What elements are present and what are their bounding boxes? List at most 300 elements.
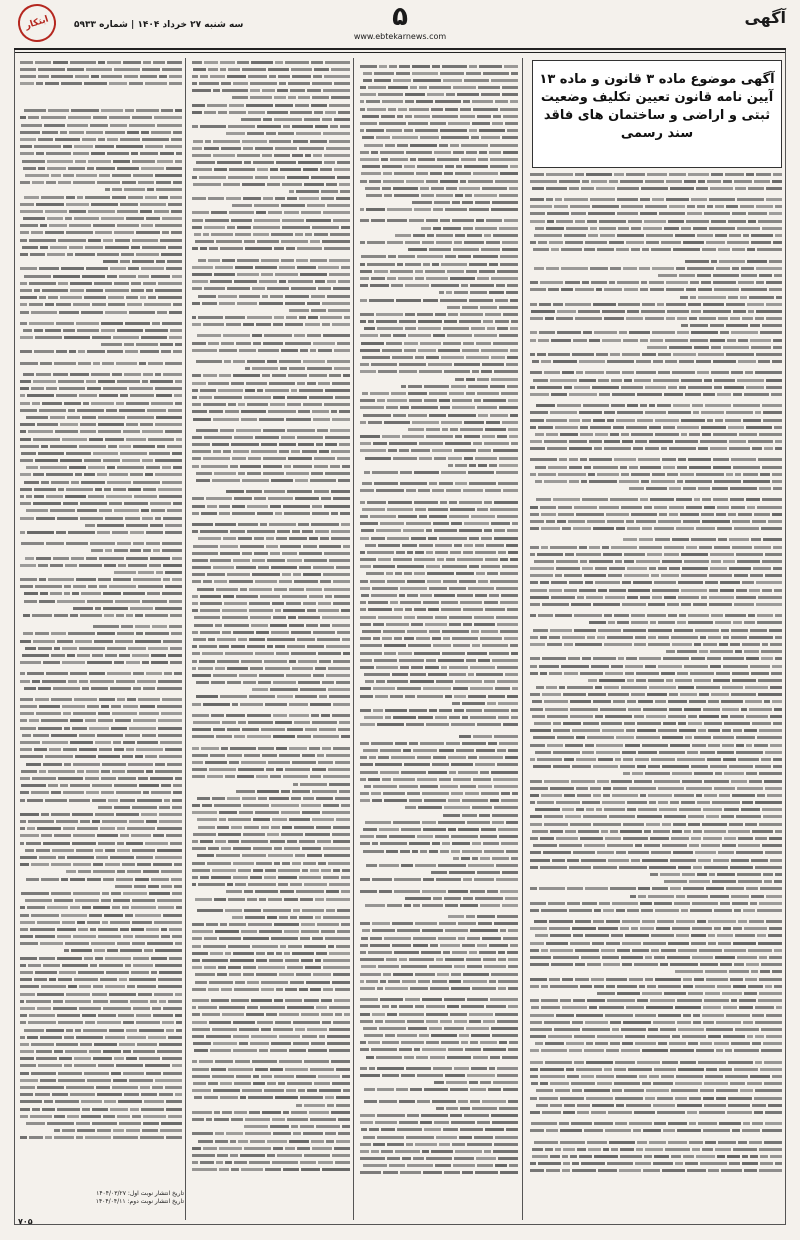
word-mark	[497, 915, 518, 918]
text-line	[190, 159, 350, 166]
text-line	[190, 852, 350, 859]
word-mark	[648, 643, 670, 646]
word-mark	[374, 79, 391, 82]
word-mark	[105, 131, 125, 134]
word-mark	[497, 515, 518, 518]
word-mark	[554, 205, 568, 208]
word-mark	[132, 239, 157, 242]
word-mark	[494, 370, 518, 373]
word-mark	[468, 673, 475, 676]
word-mark	[621, 473, 629, 476]
word-mark	[296, 1075, 316, 1078]
word-mark	[731, 859, 749, 862]
word-mark	[462, 850, 482, 853]
word-mark	[165, 145, 182, 148]
word-mark	[538, 426, 552, 429]
text-line	[528, 820, 782, 827]
word-mark	[723, 560, 735, 563]
word-mark	[219, 505, 230, 508]
word-mark	[635, 844, 643, 847]
word-mark	[542, 1111, 560, 1114]
word-mark	[432, 842, 440, 845]
word-mark	[688, 614, 710, 617]
word-mark	[361, 172, 381, 175]
word-mark	[20, 282, 27, 285]
text-line	[190, 556, 350, 563]
word-mark	[262, 374, 271, 377]
word-mark	[275, 609, 281, 612]
word-mark	[293, 140, 307, 143]
word-mark	[262, 295, 268, 298]
word-mark	[765, 751, 782, 754]
word-mark	[440, 944, 460, 947]
word-mark	[474, 1136, 493, 1139]
word-mark	[699, 317, 716, 320]
word-mark	[511, 320, 518, 323]
word-mark	[440, 850, 448, 853]
word-mark	[728, 513, 736, 516]
word-mark	[71, 109, 98, 112]
word-mark	[533, 248, 550, 251]
text-line	[358, 1046, 518, 1053]
text-line	[528, 307, 782, 314]
word-mark	[620, 1148, 634, 1151]
word-mark	[530, 823, 542, 826]
word-mark	[743, 909, 755, 912]
word-mark	[633, 581, 652, 584]
word-mark	[490, 385, 505, 388]
word-mark	[360, 122, 377, 125]
text-line	[528, 691, 782, 698]
word-mark	[642, 527, 652, 530]
word-mark	[450, 144, 459, 147]
word-mark	[678, 722, 687, 725]
word-mark	[367, 108, 385, 111]
text-line	[190, 509, 350, 516]
text-line	[358, 339, 518, 346]
word-mark	[360, 890, 377, 893]
word-mark	[592, 386, 619, 389]
word-mark	[649, 426, 661, 429]
word-mark	[530, 553, 535, 556]
word-mark	[562, 636, 585, 639]
word-mark	[229, 104, 244, 107]
word-mark	[704, 506, 716, 509]
word-mark	[715, 234, 726, 237]
word-mark	[426, 435, 453, 438]
word-mark	[556, 801, 580, 804]
word-mark	[541, 360, 551, 363]
word-mark	[192, 876, 198, 879]
word-mark	[773, 765, 782, 768]
word-mark	[534, 920, 547, 923]
word-mark	[472, 100, 493, 103]
word-mark	[488, 695, 505, 698]
word-mark	[565, 281, 580, 284]
text-line	[358, 699, 518, 706]
word-mark	[461, 1005, 484, 1008]
word-mark	[669, 567, 680, 570]
word-mark	[467, 937, 480, 940]
word-mark	[736, 751, 763, 754]
website-link[interactable]: www.ebtekarnews.com	[353, 32, 447, 41]
word-mark	[376, 680, 385, 683]
word-mark	[313, 75, 322, 78]
word-mark	[631, 433, 653, 436]
word-mark	[154, 116, 182, 119]
word-mark	[709, 603, 732, 606]
word-mark	[449, 515, 468, 518]
word-mark	[462, 716, 468, 719]
text-line	[358, 861, 518, 868]
word-mark	[285, 988, 297, 991]
word-mark	[432, 115, 458, 118]
word-mark	[462, 814, 477, 817]
word-mark	[580, 560, 587, 563]
word-mark	[69, 246, 83, 249]
word-mark	[707, 657, 721, 660]
word-mark	[45, 231, 63, 234]
word-mark	[530, 198, 544, 201]
word-mark	[329, 259, 350, 262]
word-mark	[634, 715, 644, 718]
word-mark	[450, 1013, 466, 1016]
word-mark	[302, 869, 308, 872]
word-mark	[313, 735, 340, 738]
word-mark	[775, 830, 782, 833]
text-line	[190, 787, 350, 794]
word-mark	[511, 652, 518, 655]
word-mark	[84, 82, 106, 85]
word-mark	[192, 1147, 201, 1150]
word-mark	[732, 679, 756, 682]
word-mark	[407, 580, 425, 583]
word-mark	[402, 435, 424, 438]
word-mark	[634, 379, 651, 382]
word-mark	[440, 129, 467, 132]
text-line	[358, 570, 518, 577]
word-mark	[547, 212, 568, 215]
word-mark	[480, 857, 489, 860]
word-mark	[451, 1121, 476, 1124]
word-mark	[623, 758, 633, 761]
word-mark	[316, 797, 333, 800]
word-mark	[679, 274, 695, 277]
word-mark	[324, 154, 350, 157]
word-mark	[341, 523, 350, 526]
text-line	[190, 1087, 350, 1094]
word-mark	[158, 282, 182, 285]
word-mark	[747, 303, 764, 306]
word-mark	[642, 992, 662, 995]
word-mark	[724, 949, 746, 952]
word-mark	[121, 253, 134, 256]
word-mark	[441, 263, 466, 266]
word-mark	[560, 1129, 582, 1132]
word-mark	[404, 349, 416, 352]
word-mark	[192, 523, 213, 526]
word-mark	[295, 1028, 306, 1031]
word-mark	[730, 317, 740, 320]
word-mark	[546, 173, 573, 176]
word-mark	[464, 1114, 488, 1117]
word-mark	[365, 904, 385, 907]
word-mark	[766, 895, 782, 898]
word-mark	[30, 253, 44, 256]
word-mark	[387, 1013, 397, 1016]
text-line	[190, 726, 350, 733]
word-mark	[759, 902, 782, 905]
word-mark	[489, 944, 508, 947]
word-mark	[250, 82, 278, 85]
word-mark	[751, 970, 758, 973]
word-mark	[541, 546, 548, 549]
word-mark	[437, 158, 459, 161]
word-mark	[291, 1111, 308, 1114]
word-mark	[70, 61, 96, 64]
word-mark	[589, 339, 600, 342]
word-mark	[146, 289, 153, 292]
word-mark	[399, 320, 415, 323]
word-mark	[291, 631, 311, 634]
word-mark	[249, 1161, 270, 1164]
word-mark	[459, 187, 480, 190]
word-mark	[211, 233, 232, 236]
word-mark	[653, 1082, 673, 1085]
word-mark	[136, 109, 159, 112]
word-mark	[530, 942, 544, 945]
word-mark	[291, 652, 316, 655]
word-mark	[703, 1129, 730, 1132]
word-mark	[430, 987, 449, 990]
word-mark	[506, 821, 518, 824]
word-mark	[644, 220, 666, 223]
word-mark	[378, 965, 400, 968]
word-mark	[574, 1061, 584, 1064]
word-mark	[371, 792, 381, 795]
text-line	[358, 707, 518, 714]
word-mark	[267, 833, 279, 836]
word-mark	[279, 443, 296, 446]
word-mark	[439, 1143, 449, 1146]
word-mark	[245, 1118, 270, 1121]
word-mark	[588, 679, 597, 682]
word-mark	[461, 857, 470, 860]
word-mark	[315, 959, 322, 962]
word-mark	[637, 1061, 660, 1064]
word-mark	[530, 927, 547, 930]
word-mark	[749, 636, 773, 639]
word-mark	[570, 700, 591, 703]
word-mark	[689, 433, 700, 436]
word-mark	[678, 1028, 704, 1031]
word-mark	[647, 173, 668, 176]
word-mark	[562, 978, 574, 981]
text-line	[190, 1032, 350, 1039]
word-mark	[741, 274, 757, 277]
word-mark	[215, 624, 222, 627]
word-mark	[312, 82, 332, 85]
word-mark	[469, 464, 476, 467]
word-mark	[329, 140, 350, 143]
word-mark	[609, 241, 624, 244]
word-mark	[360, 349, 380, 352]
word-mark	[773, 546, 782, 549]
word-mark	[464, 457, 474, 460]
word-mark	[596, 1075, 614, 1078]
word-mark	[651, 934, 675, 937]
word-mark	[122, 181, 136, 184]
word-mark	[298, 161, 323, 164]
word-mark	[727, 1155, 740, 1158]
word-mark	[715, 205, 724, 208]
word-mark	[683, 985, 693, 988]
word-mark	[741, 288, 767, 291]
text-line	[528, 741, 782, 748]
word-mark	[429, 587, 447, 590]
word-mark	[475, 457, 497, 460]
word-mark	[387, 508, 413, 511]
text-line	[190, 978, 350, 985]
word-mark	[51, 75, 73, 78]
word-mark	[270, 168, 278, 171]
word-mark	[705, 581, 718, 584]
word-mark	[329, 559, 350, 562]
word-mark	[577, 1111, 588, 1114]
text-line	[190, 87, 350, 94]
word-mark	[762, 227, 782, 230]
word-mark	[264, 660, 287, 663]
word-mark	[559, 180, 580, 183]
word-mark	[622, 963, 632, 966]
word-mark	[436, 241, 452, 244]
word-mark	[431, 284, 459, 287]
word-mark	[317, 638, 340, 641]
word-mark	[222, 609, 247, 612]
word-mark	[678, 686, 694, 689]
word-mark	[203, 323, 224, 326]
word-mark	[360, 284, 367, 287]
word-mark	[233, 360, 244, 363]
word-mark	[481, 349, 508, 352]
word-mark	[533, 736, 555, 739]
word-mark	[47, 160, 73, 163]
word-mark	[321, 930, 335, 933]
word-mark	[138, 275, 149, 278]
word-mark	[263, 465, 281, 468]
word-mark	[502, 421, 518, 424]
word-mark	[439, 291, 443, 294]
word-mark	[426, 565, 440, 568]
word-mark	[372, 842, 378, 845]
word-mark	[413, 749, 437, 752]
word-mark	[591, 180, 607, 183]
word-mark	[252, 573, 280, 576]
word-mark	[303, 1132, 323, 1135]
word-mark	[307, 367, 332, 370]
word-mark	[716, 672, 730, 675]
word-mark	[107, 275, 117, 278]
word-mark	[510, 165, 518, 168]
word-mark	[379, 828, 399, 831]
word-mark	[530, 447, 545, 450]
word-mark	[226, 1132, 244, 1135]
word-mark	[418, 980, 430, 983]
word-mark	[310, 1118, 336, 1121]
word-mark	[192, 714, 209, 717]
word-mark	[465, 194, 472, 197]
word-mark	[419, 457, 432, 460]
word-mark	[414, 471, 440, 474]
word-mark	[662, 1061, 678, 1064]
word-mark	[646, 1089, 669, 1092]
word-mark	[247, 1006, 257, 1009]
word-mark	[694, 736, 711, 739]
word-mark	[285, 959, 299, 962]
word-mark	[530, 520, 544, 523]
word-mark	[602, 729, 624, 732]
word-mark	[445, 695, 452, 698]
word-mark	[261, 728, 286, 731]
word-mark	[269, 523, 296, 526]
word-mark	[726, 1014, 749, 1017]
word-mark	[435, 551, 448, 554]
word-mark	[470, 1088, 486, 1091]
text-line	[528, 416, 782, 423]
word-mark	[462, 1171, 472, 1174]
word-mark	[698, 353, 724, 356]
word-mark	[47, 167, 66, 170]
word-mark	[534, 234, 561, 237]
word-mark	[234, 1082, 251, 1085]
text-line	[528, 885, 782, 892]
word-mark	[68, 116, 90, 119]
word-mark	[101, 217, 124, 220]
word-mark	[385, 987, 408, 990]
word-mark	[444, 897, 461, 900]
word-mark	[459, 501, 482, 504]
word-mark	[422, 241, 434, 244]
word-mark	[22, 160, 45, 163]
word-mark	[617, 985, 637, 988]
word-mark	[143, 282, 156, 285]
text-line	[528, 543, 782, 550]
word-mark	[652, 589, 678, 592]
word-mark	[264, 490, 285, 493]
word-mark	[751, 346, 771, 349]
word-mark	[627, 700, 636, 703]
word-mark	[283, 125, 290, 128]
word-mark	[674, 629, 693, 632]
word-mark	[624, 288, 638, 291]
word-mark	[664, 596, 676, 599]
word-mark	[39, 267, 59, 270]
word-mark	[233, 631, 254, 634]
word-mark	[617, 411, 642, 414]
word-mark	[360, 659, 372, 662]
word-mark	[192, 505, 205, 508]
word-mark	[283, 1168, 298, 1171]
word-mark	[268, 898, 281, 901]
word-mark	[749, 708, 771, 711]
word-mark	[750, 1155, 757, 1158]
logo-text: ابتکار	[24, 14, 50, 32]
word-mark	[230, 747, 257, 750]
word-mark	[582, 1028, 610, 1031]
word-mark	[484, 601, 499, 604]
word-mark	[602, 339, 621, 342]
word-mark	[459, 1034, 469, 1037]
